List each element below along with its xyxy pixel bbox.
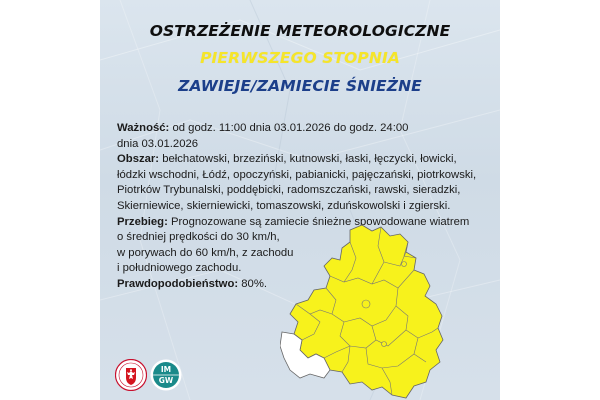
warning-title: OSTRZEŻENIE METEOROLOGICZNE bbox=[149, 22, 451, 40]
map-city-lodz bbox=[362, 300, 370, 308]
area-text-cont: Skierniewice, skierniewicki, tomaszowski, zduńskowolski i zgierski. bbox=[117, 199, 451, 212]
imgw-logo-icon bbox=[150, 359, 182, 391]
warning-panel bbox=[100, 0, 500, 400]
area-text-cont: łódzki wschodni, Łódź, opoczyński, pabianicki, pajęczański, piotrkowski, bbox=[117, 168, 477, 181]
warning-type: ZAWIEJE/ZAMIECIE ŚNIEŻNE bbox=[178, 77, 422, 95]
validity-text: od godz. 11:00 dnia 03.01.2026 do godz. 24:00 bbox=[172, 122, 409, 134]
probability-value: 80%. bbox=[241, 277, 268, 290]
voivodeship-warning-map bbox=[280, 222, 445, 400]
area-label: Obszar: bbox=[117, 153, 160, 166]
course-text-cont: o średniej prędkości do 30 km/h, bbox=[117, 231, 280, 244]
course-text-cont: w porywach do 60 km/h, z zachodu bbox=[117, 246, 294, 259]
course-text: Prognozowane są zamiecie śnieżne spowodowane wiatrem bbox=[171, 215, 470, 228]
course-label: Przebieg: bbox=[117, 215, 168, 228]
validity-row bbox=[117, 121, 492, 137]
area-text-cont: Piotrków Trybunalski, poddębicki, radomszczański, rawski, sieradzki, bbox=[117, 184, 461, 197]
area-row bbox=[117, 152, 492, 168]
map-city-skierniewice bbox=[402, 262, 407, 267]
map-city-piotrkow bbox=[382, 342, 387, 347]
imgw-logo-text-top: IM bbox=[160, 365, 172, 374]
probability-label: Prawdopodobieństwo: bbox=[117, 277, 239, 290]
eagle-emblem-icon bbox=[115, 359, 147, 391]
imgw-logo-text-bottom: GW bbox=[158, 376, 174, 385]
validity-text-cont: dnia 03.01.2026 bbox=[117, 137, 199, 150]
course-text-cont: i południowego zachodu. bbox=[117, 262, 242, 275]
area-text: bełchatowski, brzeziński, kutnowski, łaski, łęczycki, łowicki, bbox=[162, 153, 457, 166]
validity-label: Ważność: bbox=[117, 122, 170, 134]
warning-level: PIERWSZEGO STOPNIA bbox=[200, 49, 400, 67]
